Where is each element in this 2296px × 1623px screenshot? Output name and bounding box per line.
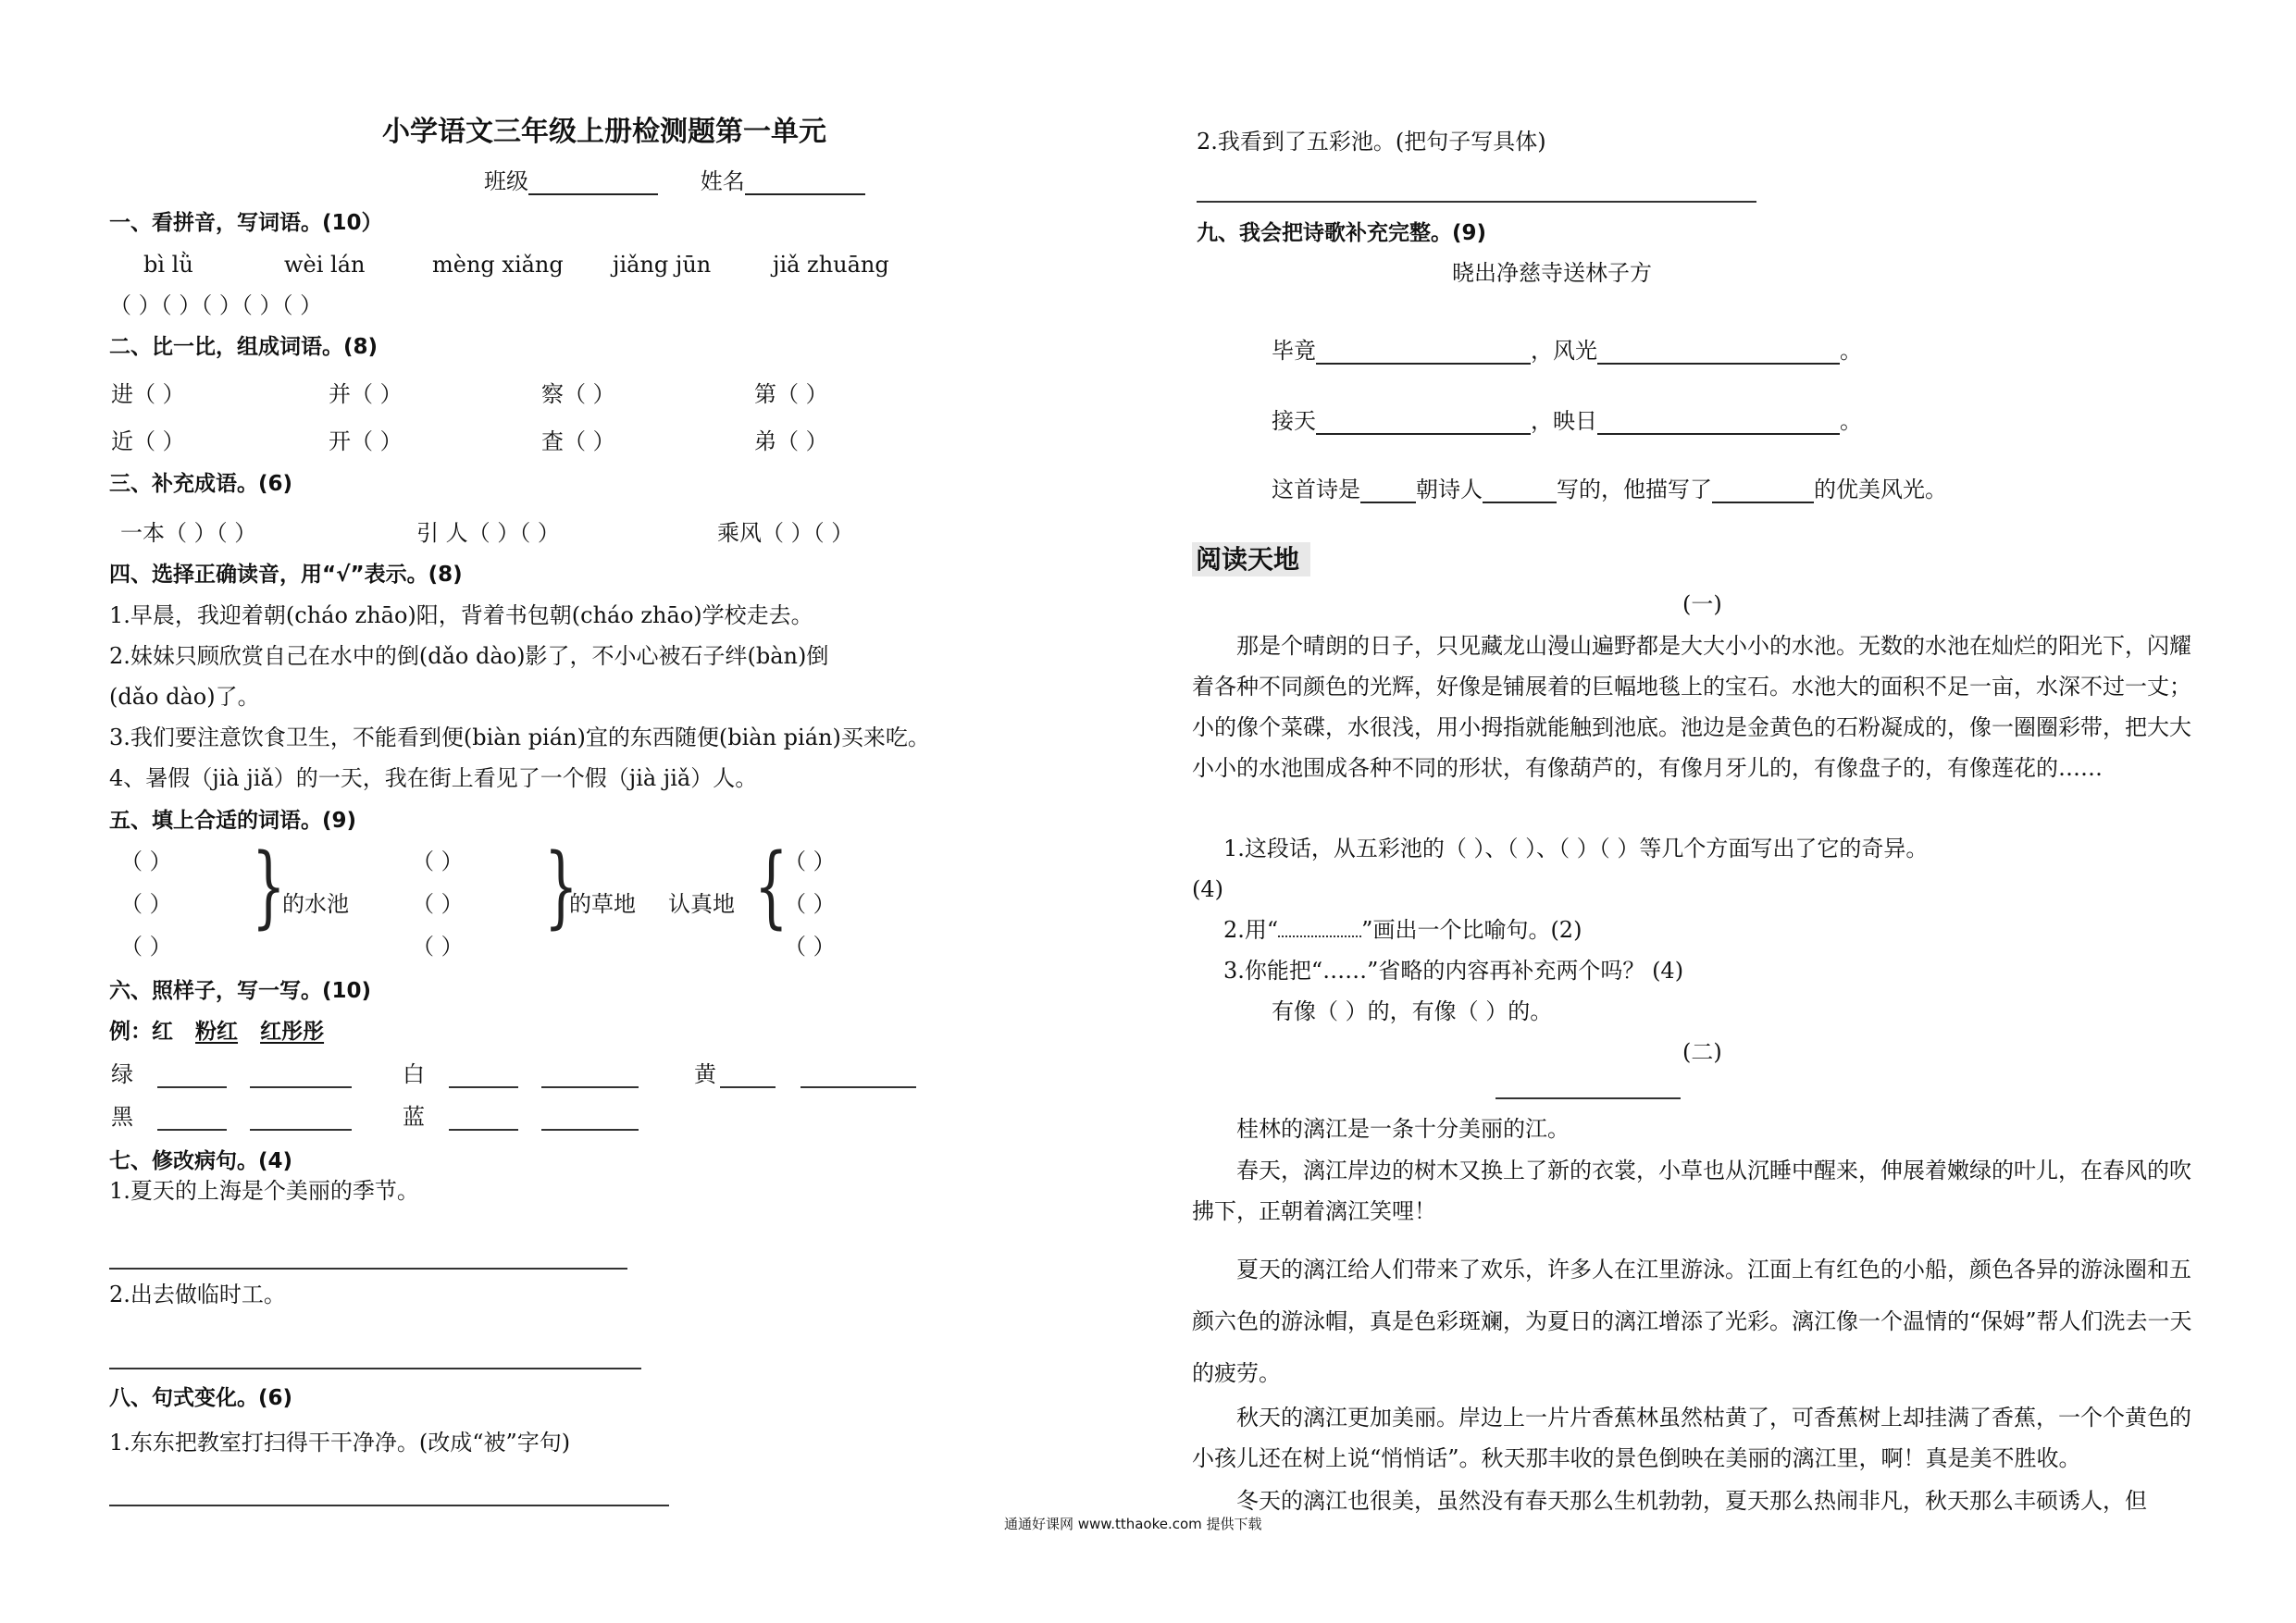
fill-paren[interactable]: （ ）: [784, 849, 836, 874]
question-2-text: ”画出一个比喻句。(2): [1361, 917, 1582, 943]
section-1-heading: 一、看拼音，写词语。(10）: [109, 211, 383, 235]
poem-line-3: [1272, 476, 1947, 503]
poem-blank[interactable]: [1360, 479, 1416, 503]
compare-item[interactable]: 并（ ）: [329, 381, 403, 407]
fill-paren[interactable]: （ ）: [784, 934, 836, 960]
right-column: [1192, 0, 2228, 1623]
pronunciation-line[interactable]: 1.早晨，我迎着朝(cháo zhāo)阳，背着书包朝(cháo zhāo)学校走去。: [109, 602, 813, 628]
compare-item[interactable]: 近（ ）: [111, 428, 185, 454]
brace-icon: }: [544, 835, 578, 938]
brace-icon: }: [252, 835, 286, 938]
compare-item[interactable]: 第（ ）: [754, 381, 828, 407]
pronunciation-line[interactable]: (dǎo dào)了。: [109, 684, 260, 710]
answer-line[interactable]: [541, 1129, 639, 1131]
compare-item[interactable]: 进（ ）: [111, 381, 185, 407]
passage-2-winter: 冬天的漓江也很美，虽然没有春天那么生机勃勃，夏天那么热闹非凡，秋天那么丰硕诱人，但: [1236, 1488, 2147, 1514]
section-7-heading: 七、修改病句。(4): [109, 1149, 293, 1173]
example-word-1: 粉红: [195, 1020, 239, 1044]
fill-paren[interactable]: （ ）: [120, 891, 172, 917]
poem-blank[interactable]: [1712, 479, 1814, 503]
question-3: 3.你能把“……”省略的内容再补充两个吗？ (4): [1223, 958, 1684, 984]
poem-blank[interactable]: [1483, 479, 1557, 503]
pinyin-3: mèng xiǎng: [432, 252, 564, 278]
fill-label-grass: 的草地: [569, 891, 636, 917]
answer-line[interactable]: [541, 1086, 639, 1088]
reading-section-heading: [1192, 542, 1310, 578]
poem-text: 毕竟: [1272, 338, 1316, 364]
poem-blank[interactable]: [1597, 411, 1840, 435]
pronunciation-line[interactable]: 4、暑假（jià jiǎ）的一天，我在街上看见了一个假（jià jiǎ）人。: [109, 765, 758, 791]
passage-2-summer: 夏天的漓江给人们带来了欢乐，许多人在江里游泳。江面上有红色的小船，颜色各异的游泳圈和五颜六色的游泳帽，真是色彩斑斓，为夏日的漓江增添了光彩。漓江像一个温情的“保姆”帮人们洗去一天的疲劳。: [1192, 1257, 2192, 1386]
brace-icon: {: [754, 835, 788, 938]
section-9-heading: 九、我会把诗歌补充完整。(9): [1197, 221, 1487, 245]
char-black: 黑: [111, 1104, 133, 1130]
char-white: 白: [403, 1061, 425, 1087]
reading-heading: 阅读天地: [1192, 542, 1310, 576]
section-6-heading: 六、照样子，写一写。(10): [109, 979, 372, 1003]
name-label: 姓名: [700, 168, 745, 194]
question-2: [1223, 916, 1582, 944]
poem-title: 晓出净慈寺送林子方: [1452, 260, 1652, 286]
compare-item[interactable]: 察（ ）: [541, 381, 615, 407]
wavy-line-icon: [1278, 919, 1361, 937]
example-label: 例：红: [109, 1020, 173, 1044]
char-yellow: 黄: [694, 1061, 716, 1087]
pinyin-1: bì lǜ: [143, 252, 193, 278]
poem-text: 接天: [1272, 408, 1316, 434]
section-4-heading: 四、选择正确读音，用“√”表示。(8): [109, 563, 463, 587]
passage-2-label: (二): [1682, 1039, 1722, 1065]
passage-2-sentence: 桂林的漓江是一条十分美丽的江。: [1236, 1116, 1570, 1142]
pronunciation-line[interactable]: 2.妹妹只顾欣赏自己在水中的倒(dǎo dào)影了，不小心被石子绊(bàn)倒: [109, 643, 829, 669]
title-blank[interactable]: [1496, 1097, 1681, 1099]
class-blank[interactable]: [528, 171, 658, 195]
char-green: 绿: [111, 1061, 133, 1087]
fill-label-pool: 的水池: [282, 891, 349, 917]
question-1-score: (4): [1192, 876, 1223, 902]
transform-2: 2.我看到了五彩池。(把句子写具体): [1197, 129, 1546, 155]
fill-paren[interactable]: （ ）: [120, 849, 172, 874]
answer-line[interactable]: [109, 1368, 641, 1369]
page-title: 小学语文三年级上册检测题第一单元: [382, 116, 826, 148]
char-blue: 蓝: [403, 1104, 425, 1130]
fill-paren[interactable]: （ ）: [412, 891, 464, 917]
passage-1-text: 那是个晴朗的日子，只见藏龙山漫山遍野都是大大小小的水池。无数的水池在灿烂的阳光下，闪耀着各种不同颜色的光辉，好像是铺展着的巨幅地毯上的宝石。水池大的面积不足一亩，水深不过一丈；小的像个菜碟，水很浅，用小拇指就能触到池底。池边是金黄色的石粉凝成的，像一圈圈彩带，把大大小小的水池围成各种不同的形状，有像葫芦的，有像月牙儿的，有像盘子的，有像莲花的……: [1192, 633, 2191, 781]
poem-text: 。: [1840, 408, 1862, 434]
answer-line[interactable]: [1197, 201, 1756, 203]
section-2-heading: 二、比一比，组成词语。(8): [109, 335, 379, 359]
poem-text: 。: [1840, 338, 1862, 364]
poem-text: 的优美风光。: [1814, 477, 1947, 502]
pronunciation-line[interactable]: 3.我们要注意饮食卫生，不能看到便(biàn pián)宜的东西随便(biàn pián)买来吃。: [109, 725, 930, 750]
poem-text: 写的，他描写了: [1557, 477, 1712, 502]
name-blank[interactable]: [745, 171, 865, 195]
idiom-item[interactable]: 乘风（ ）（ ）: [717, 520, 854, 546]
answer-line[interactable]: [157, 1129, 227, 1131]
passage-2-autumn: 秋天的漓江更加美丽。岸边上一片片香蕉林虽然枯黄了，可香蕉树上却挂满了香蕉，一个个黄色的小孩儿还在树上说“悄悄话”。秋天那丰收的景色倒映在美丽的漓江里，啊！真是美不胜收。: [1192, 1405, 2191, 1471]
fill-paren[interactable]: （ ）: [784, 891, 836, 917]
fill-paren[interactable]: （ ）: [120, 934, 172, 960]
answer-line[interactable]: [157, 1086, 227, 1088]
poem-text: ，映日: [1531, 408, 1597, 434]
answer-line[interactable]: [449, 1086, 518, 1088]
section-3-heading: 三、补充成语。(6): [109, 472, 293, 496]
question-2-text: 2.用“: [1223, 917, 1279, 943]
section-5-heading: 五、填上合适的词语。(9): [109, 809, 357, 833]
idiom-item[interactable]: 引 人（ ）（ ）: [416, 520, 560, 546]
poem-text: 这首诗是: [1272, 477, 1360, 502]
example-word-2: 红彤彤: [260, 1020, 325, 1044]
class-field: [484, 167, 865, 195]
left-column: [102, 0, 1175, 1623]
answer-line[interactable]: [109, 1268, 627, 1270]
compare-item[interactable]: 弟（ ）: [754, 428, 828, 454]
footer-credit: 通通好课网 www.tthaoke.com 提供下载: [1004, 1516, 1262, 1532]
pinyin-answer-parens[interactable]: （ ）（ ）（ ）（ ）（ ）: [109, 292, 323, 318]
poem-text: ，风光: [1531, 338, 1597, 364]
pinyin-4: jiǎng jūn: [613, 252, 712, 278]
fill-paren[interactable]: （ ）: [412, 934, 464, 960]
transform-1: 1.东东把教室打扫得干干净净。(改成“被”字句): [109, 1430, 571, 1456]
passage-2-spring: 春天，漓江岸边的树木又换上了新的衣裳，小草也从沉睡中醒来，伸展着嫩绿的叶儿，在春风的吹拂下，正朝着漓江笑哩！: [1192, 1158, 2191, 1224]
fill-label-earnest: 认真地: [668, 891, 735, 917]
poem-blank[interactable]: [1316, 411, 1531, 435]
answer-line[interactable]: [449, 1129, 518, 1131]
poem-line-1: [1272, 337, 1862, 365]
section-8-heading: 八、句式变化。(6): [109, 1386, 293, 1410]
compare-item[interactable]: 査（ ）: [541, 428, 615, 454]
question-1[interactable]: 1.这段话，从五彩池的（ ）、（ ）、（ ）（ ）等几个方面写出了它的奇异。: [1223, 836, 1929, 861]
poem-text: 朝诗人: [1416, 477, 1483, 502]
pinyin-5: jiǎ zhuāng: [773, 252, 889, 278]
sentence-2: 2.出去做临时工。: [109, 1282, 286, 1307]
question-3-answer[interactable]: 有像（ ）的，有像（ ）的。: [1272, 998, 1553, 1024]
answer-line[interactable]: [250, 1129, 352, 1131]
fill-paren[interactable]: （ ）: [412, 849, 464, 874]
poem-blank[interactable]: [1597, 341, 1840, 365]
sentence-1: 1.夏天的上海是个美丽的季节。: [109, 1178, 419, 1204]
idiom-item[interactable]: 一本（ ）（ ）: [120, 520, 257, 546]
answer-line[interactable]: [109, 1505, 669, 1506]
answer-line[interactable]: [800, 1086, 916, 1088]
pinyin-2: wèi lán: [284, 252, 366, 278]
poem-blank[interactable]: [1316, 341, 1531, 365]
compare-item[interactable]: 开（ ）: [329, 428, 403, 454]
class-label: 班级: [484, 168, 528, 194]
example-row: [109, 1018, 324, 1046]
passage-1-label: (一): [1682, 591, 1722, 617]
poem-line-2: [1272, 407, 1862, 435]
answer-line[interactable]: [720, 1086, 776, 1088]
answer-line[interactable]: [250, 1086, 352, 1088]
